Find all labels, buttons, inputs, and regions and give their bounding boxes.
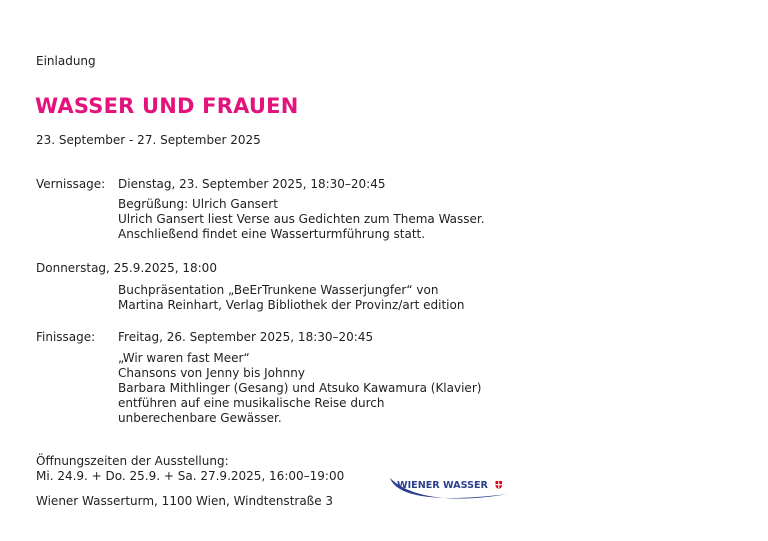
event-detail-line: unberechenbare Gewässer. xyxy=(118,411,282,425)
event-detail-line: entführen auf eine musikalische Reise durch xyxy=(118,396,385,410)
event-detail-line: Barbara Mithlinger (Gesang) und Atsuko Kawamura (Klavier) xyxy=(118,381,482,395)
page-title: WASSER UND FRAUEN xyxy=(35,94,299,118)
event-detail-line: Ulrich Gansert liest Verse aus Gedichten zum Thema Wasser. xyxy=(118,212,485,226)
opening-hours-times: Mi. 24.9. + Do. 25.9. + Sa. 27.9.2025, 16:00–19:00 xyxy=(36,469,345,483)
exhibition-dates: 23. September - 27. September 2025 xyxy=(36,133,261,147)
wiener-wasser-logo xyxy=(386,468,510,508)
event-details-vernissage xyxy=(118,197,485,242)
event-detail-line: „Wir waren fast Meer“ xyxy=(118,351,250,365)
event-headline-finissage: Freitag, 26. September 2025, 18:30–20:45 xyxy=(118,330,374,344)
vienna-crest-icon xyxy=(496,481,503,489)
event-label-book-presentation: Donnerstag, 25.9.2025, 18:00 xyxy=(36,261,217,275)
event-detail-line: Martina Reinhart, Verlag Bibliothek der Provinz/art edition xyxy=(118,298,465,312)
event-detail-line: Buchpräsentation „BeErTrunkene Wasserjungfer“ von xyxy=(118,283,439,297)
venue-address: Wiener Wasserturm, 1100 Wien, Windtenstraße 3 xyxy=(36,494,334,508)
event-details-book-presentation xyxy=(118,283,464,313)
event-details-finissage xyxy=(118,351,481,426)
invitation-label: Einladung xyxy=(36,54,96,68)
opening-hours xyxy=(36,454,344,484)
event-detail-line: Anschließend findet eine Wasserturmführung statt. xyxy=(118,227,426,241)
event-label-finissage: Finissage: xyxy=(36,330,96,344)
opening-hours-title: Öffnungszeiten der Ausstellung: xyxy=(36,454,229,468)
event-label-vernissage: Vernissage: xyxy=(36,177,106,191)
logo-wordmark: WIENER WASSER xyxy=(397,480,488,491)
event-detail-line: Chansons von Jenny bis Johnny xyxy=(118,366,305,380)
event-headline-vernissage: Dienstag, 23. September 2025, 18:30–20:45 xyxy=(118,177,386,191)
event-detail-line: Begrüßung: Ulrich Gansert xyxy=(118,197,278,211)
